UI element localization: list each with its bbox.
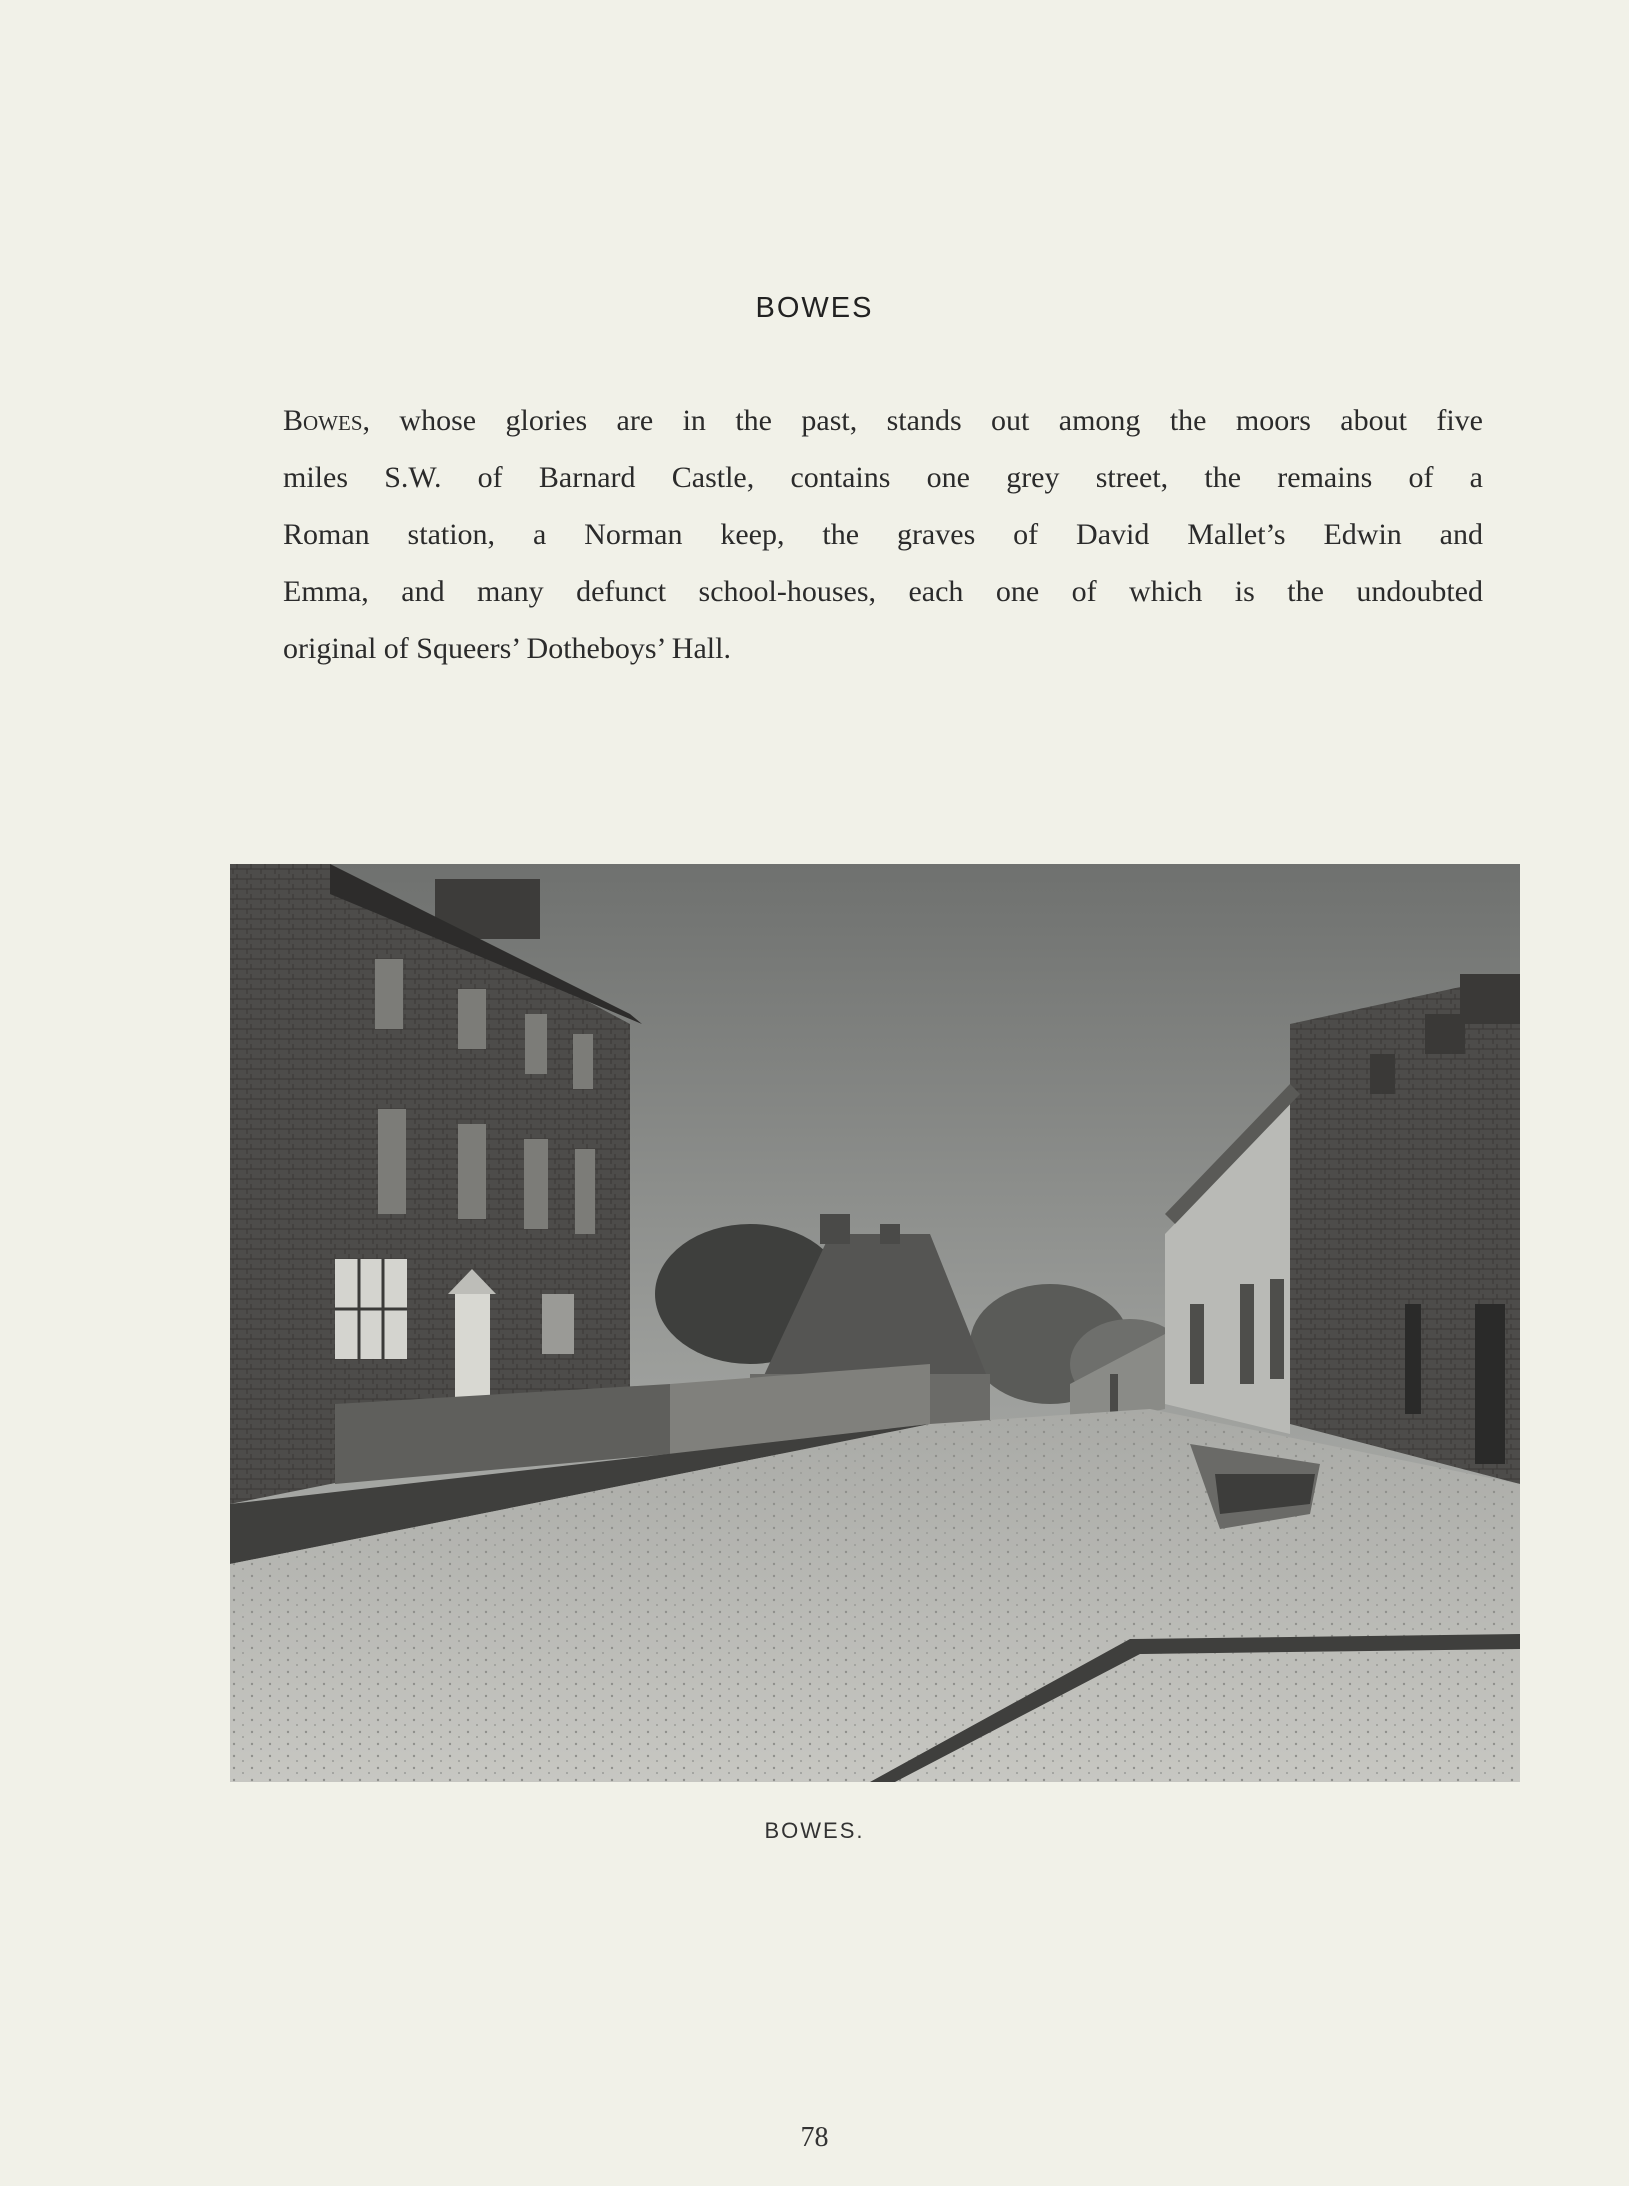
paragraph-line-1 bbox=[283, 392, 1483, 449]
paragraph-line-5: original of Squeers’ Dotheboys’ Hall. bbox=[283, 632, 731, 665]
village-street-photograph bbox=[230, 864, 1520, 1782]
paragraph-line-3: Roman station, a Norman keep, the graves of David Mallet’s Edwin and bbox=[283, 518, 1483, 551]
body-paragraph bbox=[283, 392, 1483, 677]
line-1-rest: , whose glories are in the past, stands out among the moors about five bbox=[362, 404, 1483, 437]
photograph-illustration bbox=[230, 864, 1520, 1782]
paragraph-line-2: miles S.W. of Barnard Castle, contains one grey street, the remains of a bbox=[283, 461, 1483, 494]
page-number: 78 bbox=[800, 2122, 829, 2153]
lead-word: Bowes bbox=[283, 404, 363, 437]
page-heading: BOWES bbox=[755, 292, 874, 324]
photo-caption: BOWES. bbox=[764, 1818, 865, 1843]
paragraph-line-4: Emma, and many defunct school-houses, each one of which is the undoubted bbox=[283, 575, 1483, 608]
